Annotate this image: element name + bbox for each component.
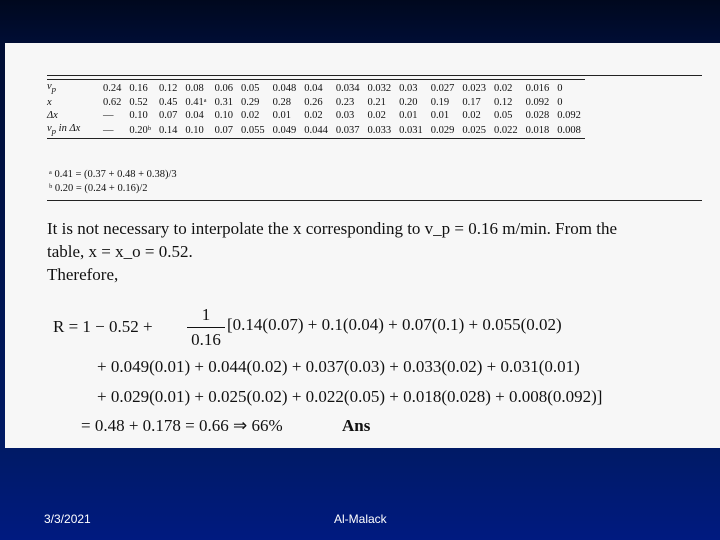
equation-line-3: + 0.029(0.01) + 0.025(0.02) + 0.022(0.05) + 0.018(0.028) + 0.008(0.092)] [97,387,603,406]
footnote-b: ᵇ 0.20 = (0.24 + 0.16)/2 [49,183,148,194]
table-cell: 0.044 [300,122,332,139]
body-line-1: It is not necessary to interpolate the x corresponding to v_p = 0.16 m/min. From the [47,219,618,238]
table-cell: 0.23 [335,97,355,109]
row-label: Δx [47,110,58,122]
table-cell: 0.62 [103,97,122,109]
table-cell: 0.04 [300,80,332,97]
table-cell: — [99,122,125,139]
table-cell: 0.02 [241,110,260,122]
table-cell: 0.29 [241,97,260,109]
fraction-denominator: 0.16 [191,330,221,349]
table-cell: 0.21 [367,97,386,109]
table-cell: 0.31 [214,97,234,109]
table-cell: 0.037 [332,122,364,139]
table-cell: 0.018 [522,122,554,139]
table-cell: 0.26 [304,97,323,109]
equation-fraction [187,305,225,350]
footer-author: Al-Malack [334,512,387,526]
table-cell: 0.41ᵃ [185,97,207,109]
table-cell: 0.01 [430,110,450,122]
table-cell: 0.023 [458,80,490,97]
table-cell: 0.20ᵇ [125,122,155,139]
table-cell: 0.19 [430,97,450,109]
table-cell: 0.02 [304,110,323,122]
table-cell: 0.45 [159,97,178,109]
table-cell: 0.07 [159,110,178,122]
table-cell: 0.12 [155,80,181,97]
equation-lhs: R = 1 − 0.52 + [53,317,153,336]
row-label: $v_p$ in Δx [47,122,99,139]
table-cell: 0.20 [399,97,418,109]
table-bottom-rule [47,200,702,201]
scanned-page [5,43,720,448]
table-cell: 0.092 [525,97,550,109]
table-cell: 0.048 [269,80,301,97]
table-row-dx [47,109,585,122]
equation-line-4: = 0.48 + 0.178 = 0.66 ⇒ 66% [81,416,283,435]
table-cell: 0.031 [395,122,427,139]
table-cell: 0 [553,80,585,97]
table-cell: 0.022 [490,122,522,139]
table-cell: 0.05 [494,110,513,122]
table-cell: 0.028 [525,110,550,122]
equation-line-1: [0.14(0.07) + 0.1(0.04) + 0.07(0.1) + 0.055(0.02) [227,315,562,334]
table-cell: 0.016 [522,80,554,97]
table-cell: 0.032 [364,80,396,97]
row-label: $v_p$ [47,80,99,97]
table-cell: 0.07 [211,122,237,139]
table-cell: 0.12 [494,97,513,109]
table-cell: 0 [557,97,563,109]
footnote-a: ᵃ 0.41 = (0.37 + 0.48 + 0.38)/3 [49,169,177,180]
body-line-2: table, x = x_o = 0.52. [47,242,193,261]
table-cell: 0.01 [399,110,418,122]
data-table [47,79,585,139]
table-cell: 0.02 [490,80,522,97]
table-cell: 0.52 [129,97,148,109]
table-top-rule [47,75,702,76]
table-row-vp-in-dx [47,122,585,139]
table-cell: 0.10 [129,110,148,122]
table-cell: 0.01 [272,110,292,122]
table-cell: 0.16 [125,80,155,97]
table-cell: 0.14 [155,122,181,139]
table-cell: 0.10 [181,122,210,139]
table-cell: 0.08 [181,80,210,97]
slide-top-band [0,0,720,42]
table-cell: 0.008 [553,122,585,139]
table-cell: 0.05 [237,80,269,97]
answer-label: Ans [342,416,371,435]
fraction-numerator: 1 [201,305,211,324]
table-cell: 0.025 [458,122,490,139]
table-cell: 0.055 [237,122,269,139]
table-cell: 0.17 [462,97,481,109]
table-cell: 0.02 [462,110,481,122]
equation-line-2: + 0.049(0.01) + 0.044(0.02) + 0.037(0.03) + 0.033(0.02) + 0.031(0.01) [97,357,580,376]
table-row-x [47,96,585,109]
table-cell: 0.033 [364,122,396,139]
table-cell: 0.10 [214,110,234,122]
row-label: x [47,97,52,109]
table-cell: 0.02 [367,110,386,122]
table-cell: 0.034 [332,80,364,97]
table-cell: 0.029 [427,122,459,139]
table-cell: 0.06 [211,80,237,97]
table-cell: 0.24 [99,80,125,97]
table-row-vp [47,80,585,97]
fraction-bar [187,327,225,328]
table-cell: 0.03 [395,80,427,97]
table-cell: — [103,110,114,122]
footer-date: 3/3/2021 [44,512,91,526]
table-cell: 0.03 [335,110,355,122]
table-cell: 0.04 [185,110,204,122]
table-cell: 0.049 [269,122,301,139]
table-cell: 0.28 [272,97,292,109]
body-line-3: Therefore, [47,265,119,284]
table-cell: 0.092 [557,110,581,122]
table-cell: 0.027 [427,80,459,97]
